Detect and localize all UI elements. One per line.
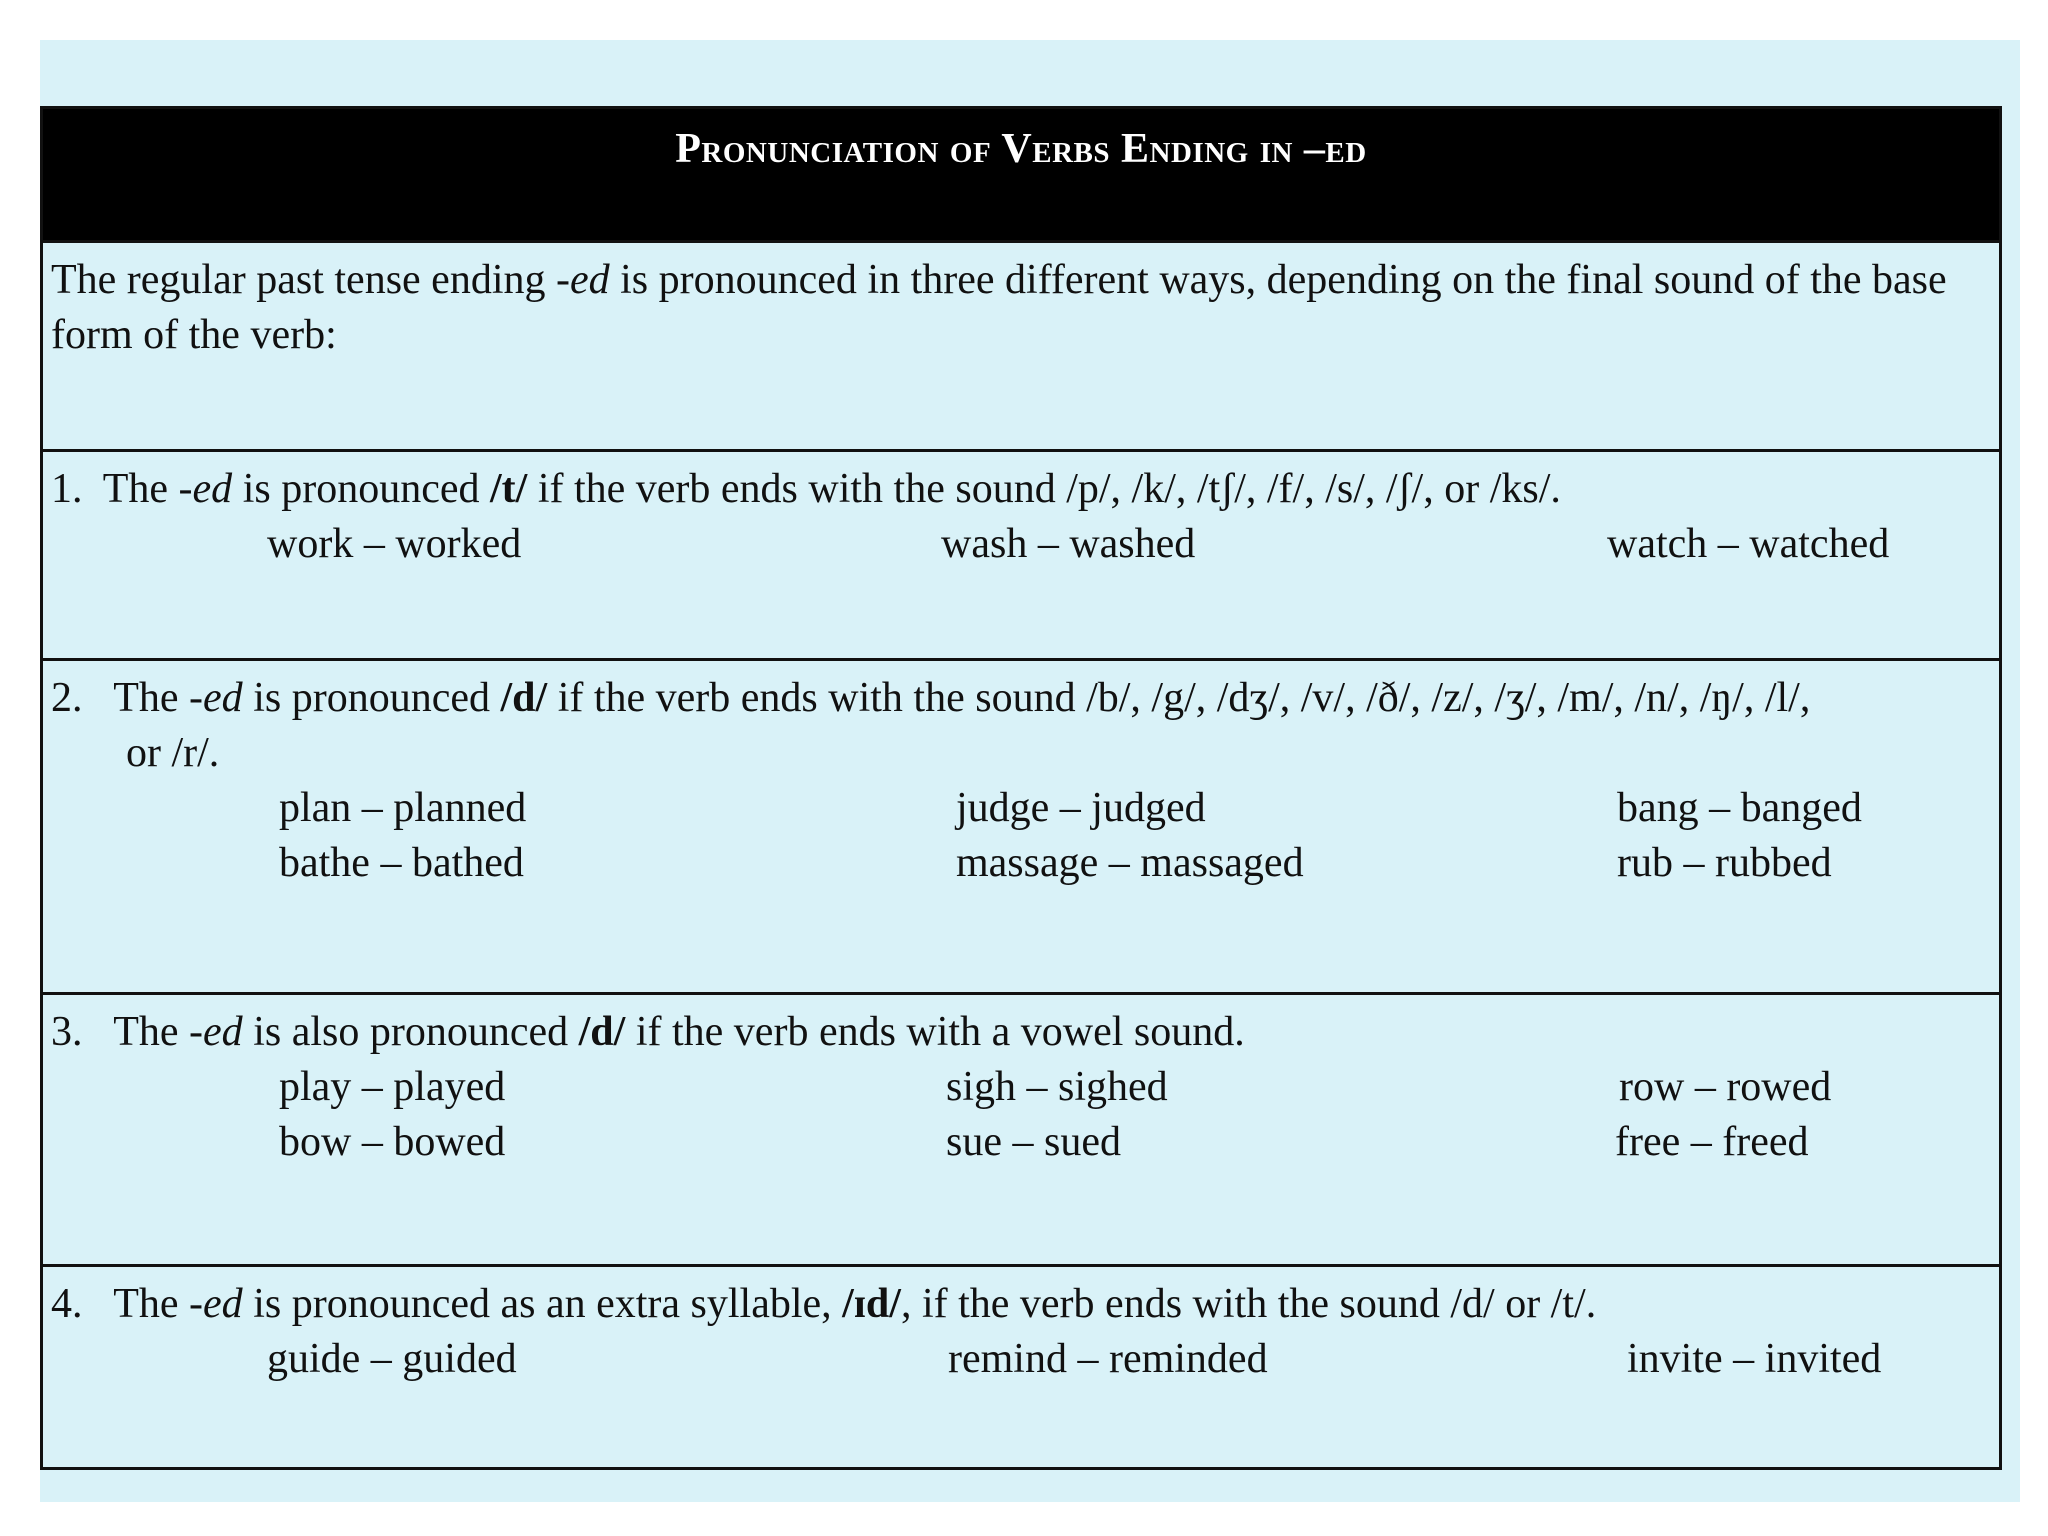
rule-text-pre: The	[102, 466, 179, 512]
example-pair: sue – sued	[946, 1119, 1121, 1165]
rule-text-pre: The	[113, 1281, 190, 1327]
example-pair: judge – judged	[956, 785, 1206, 831]
rule-text-italic: -ed	[189, 1009, 243, 1055]
rule-sound: /t/	[489, 466, 528, 512]
example-pair: remind – reminded	[948, 1336, 1268, 1382]
intro-text-italic: -ed	[555, 257, 610, 303]
rule-number: 4.	[51, 1281, 83, 1327]
example-pair: play – played	[279, 1064, 506, 1110]
rule-text-mid: is pronounced as an extra syllable,	[242, 1281, 843, 1327]
rule-text-mid: is pronounced	[242, 675, 501, 721]
example-pair: rub – rubbed	[1617, 840, 1832, 886]
rule-text-post: if the verb ends with the sound /b/, /g/, /dʒ/, /v/, /ð/, /z/, /ʒ/, /m/, /n/, /ŋ/, /l/,	[547, 675, 1811, 721]
rule-text-pre: The	[113, 675, 190, 721]
example-pair: bow – bowed	[279, 1119, 506, 1165]
example-pair: sigh – sighed	[946, 1064, 1168, 1110]
example-pair: wash – washed	[941, 521, 1196, 567]
rule-row-4	[43, 1264, 1999, 1470]
example-pair: row – rowed	[1619, 1064, 1832, 1110]
example-pair: massage – massaged	[956, 840, 1304, 886]
rule-text-post: , if the verb ends with the sound /d/ or /t/.	[900, 1281, 1597, 1327]
example-pair: bang – banged	[1617, 785, 1862, 831]
table-title: Pronunciation of Verbs Ending in –ed	[43, 109, 1999, 240]
rule-sound: /ɪd/	[842, 1281, 901, 1327]
example-pair: bathe – bathed	[279, 840, 524, 886]
rule-number: 2.	[51, 675, 83, 721]
example-pair: work – worked	[267, 521, 522, 567]
rule-3-text	[51, 1005, 1245, 1060]
example-pair: invite – invited	[1627, 1336, 1882, 1382]
rule-text-mid: is also pronounced	[242, 1009, 579, 1055]
example-pair: guide – guided	[267, 1336, 517, 1382]
rule-text-post: if the verb ends with a vowel sound.	[625, 1009, 1245, 1055]
rule-number: 3.	[51, 1009, 83, 1055]
rule-row-1	[43, 449, 1999, 658]
intro-text	[51, 253, 1989, 363]
example-pair: watch – watched	[1607, 521, 1890, 567]
rule-4-text	[51, 1277, 1596, 1332]
rule-text-italic: -ed	[189, 675, 243, 721]
rule-2-continuation: or /r/.	[126, 730, 220, 776]
example-pair: free – freed	[1615, 1119, 1809, 1165]
rule-row-3	[43, 992, 1999, 1264]
rule-text-italic: -ed	[189, 1281, 243, 1327]
rule-1-text	[51, 462, 1561, 517]
rule-text-post: if the verb ends with the sound /p/, /k/, /tʃ/, /f/, /s/, /ʃ/, or /ks/.	[527, 466, 1561, 512]
intro-text-part1: The regular past tense ending	[51, 257, 556, 303]
rule-number: 1.	[51, 466, 83, 512]
rule-text-mid: is pronounced	[232, 466, 490, 512]
rule-text-pre: The	[113, 1009, 190, 1055]
example-pair: plan – planned	[279, 785, 527, 831]
pronunciation-table	[40, 106, 2002, 1470]
rule-text-italic: -ed	[178, 466, 233, 512]
intro-text-part2: is pronounced in three different ways, depending on the final sound of the base form of the verb:	[51, 257, 1947, 358]
intro-row	[43, 240, 1999, 449]
rule-2-text	[51, 671, 1810, 726]
rule-sound: /d/	[578, 1009, 626, 1055]
rule-row-2	[43, 658, 1999, 992]
rule-sound: /d/	[500, 675, 548, 721]
